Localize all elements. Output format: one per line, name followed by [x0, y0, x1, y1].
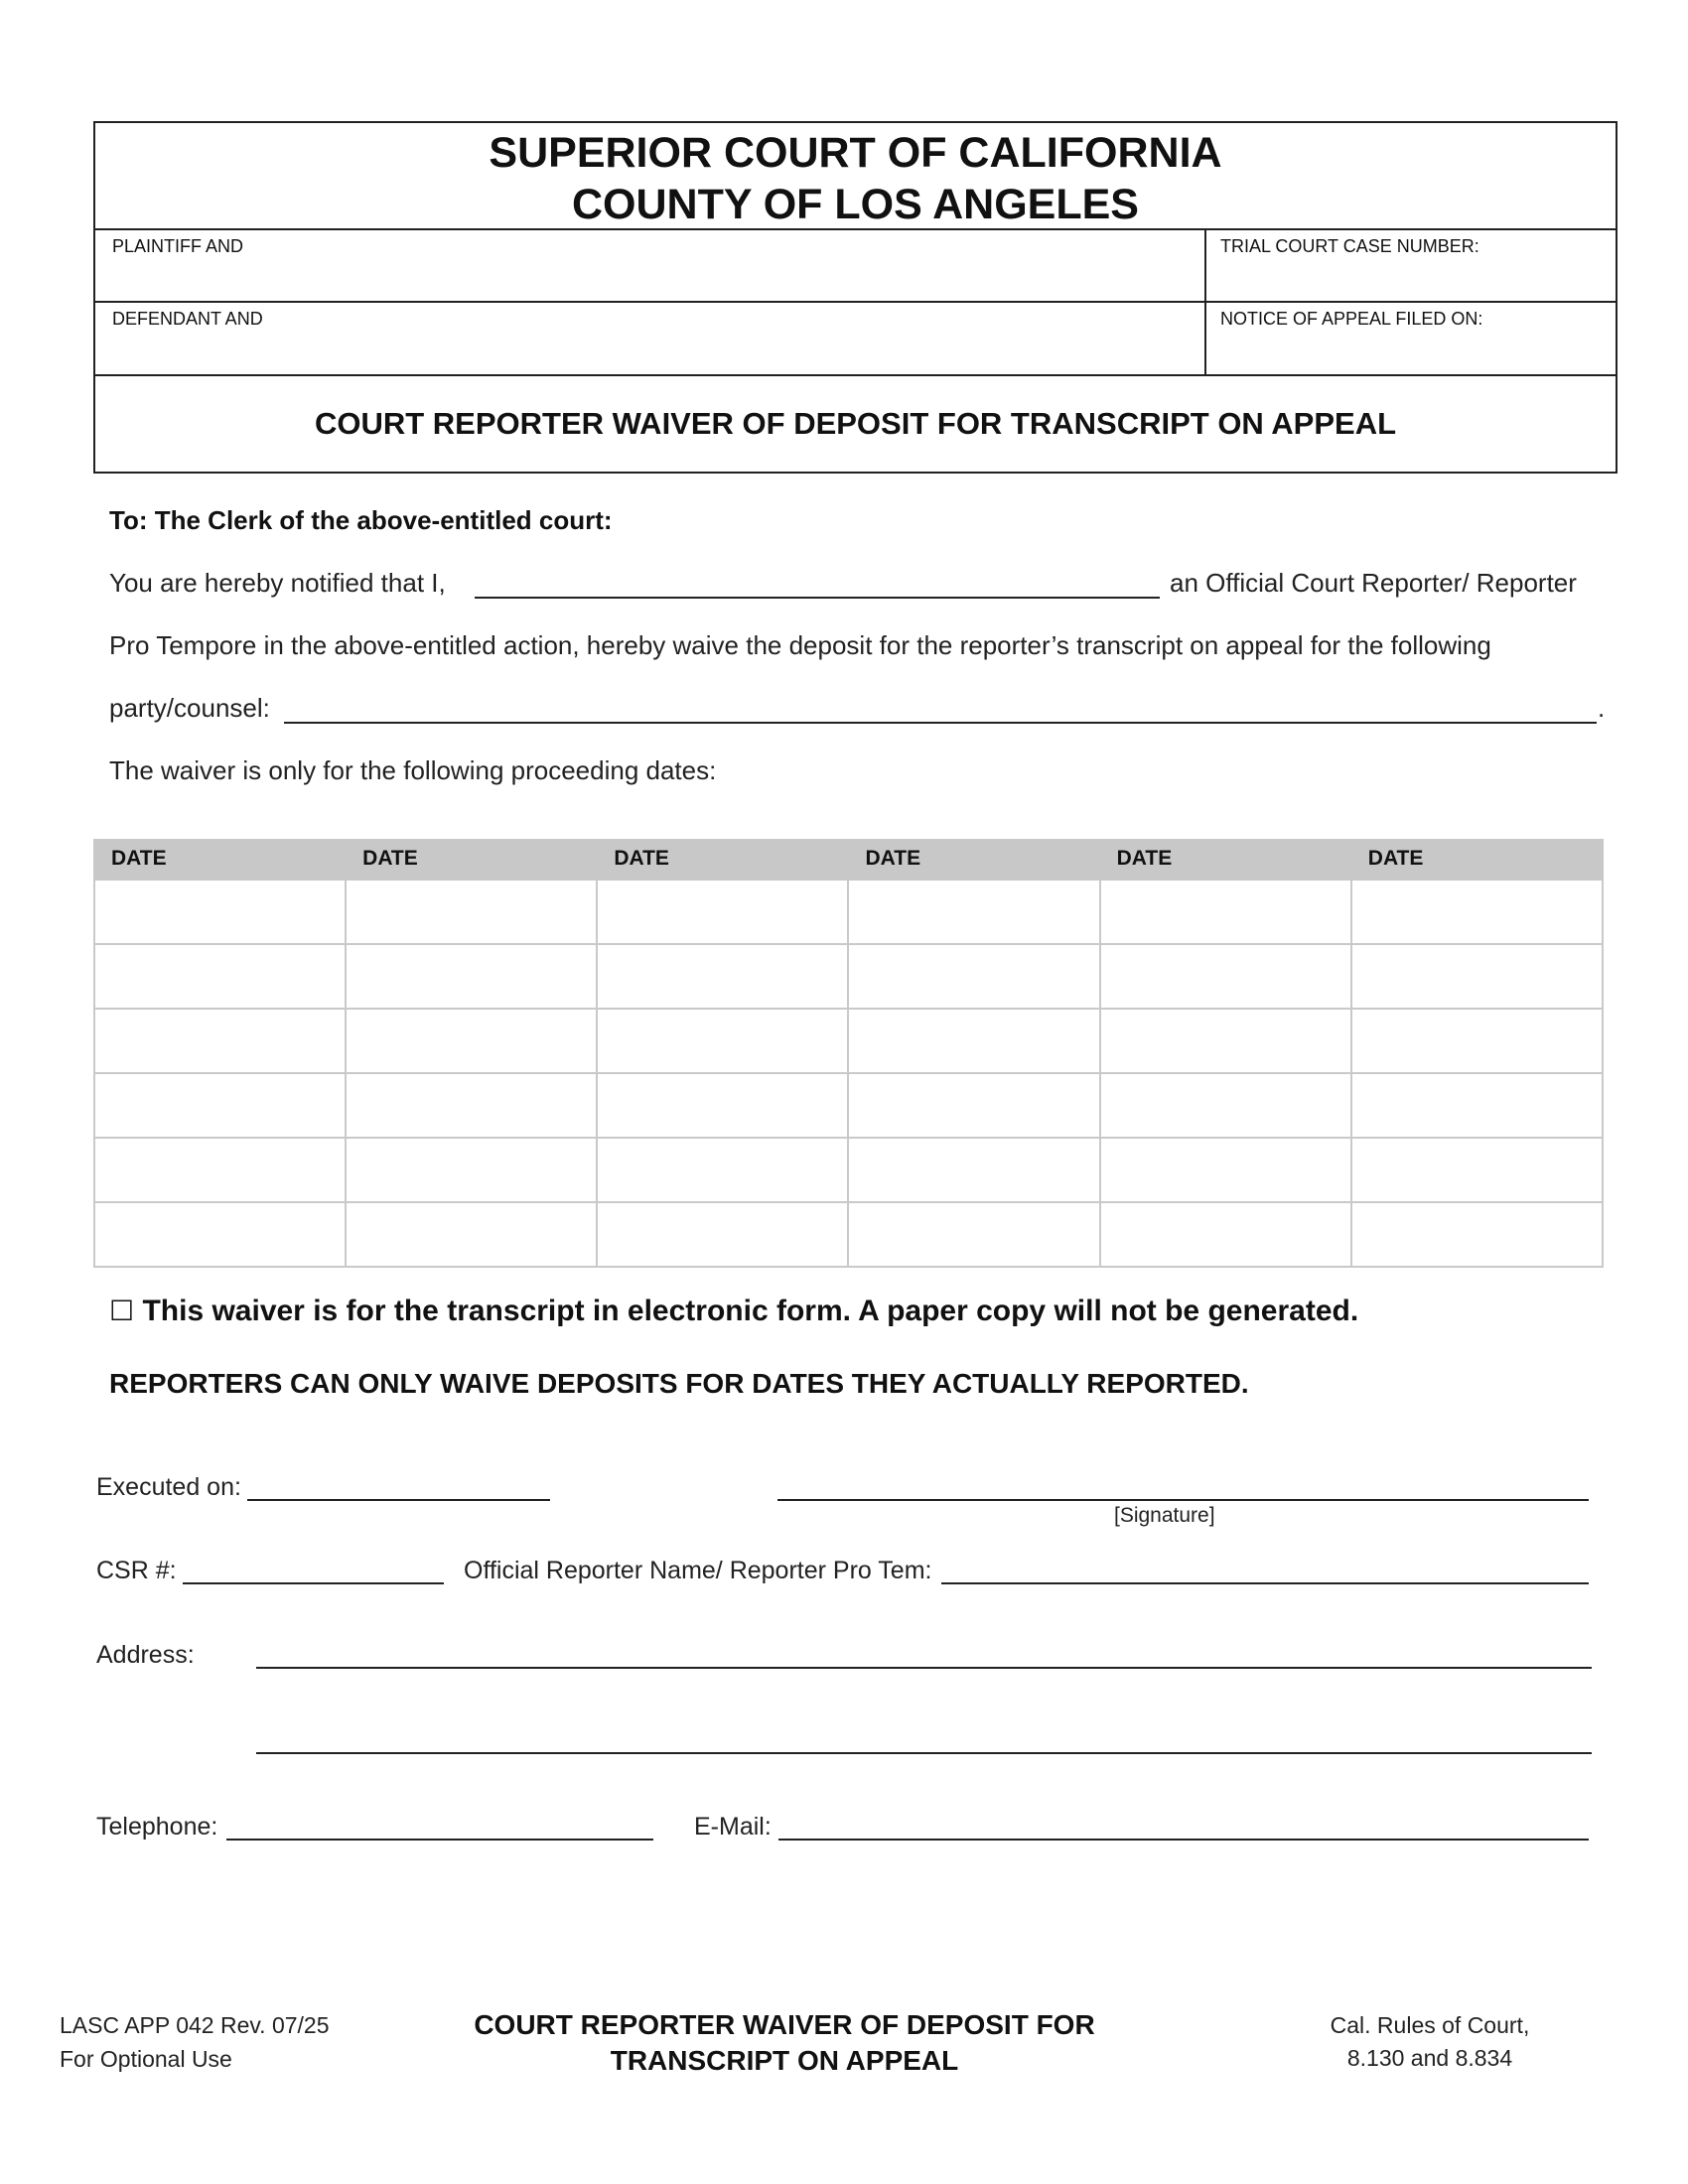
footer-rules-line1: Cal. Rules of Court, — [1330, 2012, 1530, 2038]
reporter-name-line[interactable] — [475, 597, 1160, 599]
table-header-row — [94, 839, 1603, 880]
caption-divider — [95, 374, 1616, 376]
plaintiff-label: PLAINTIFF AND — [112, 236, 244, 256]
date-cell[interactable] — [1351, 1138, 1603, 1202]
date-cell[interactable] — [94, 880, 346, 944]
date-cell[interactable] — [94, 944, 346, 1009]
csr-number-label: CSR #: — [96, 1557, 177, 1584]
court-name-line1: SUPERIOR COURT OF CALIFORNIA — [489, 129, 1222, 177]
table-row — [94, 880, 1603, 944]
table-row — [94, 1202, 1603, 1267]
date-cell[interactable] — [346, 1009, 597, 1073]
date-cell[interactable] — [597, 944, 848, 1009]
telephone-line[interactable] — [226, 1839, 653, 1841]
plaintiff-field[interactable] — [112, 262, 1195, 298]
address-label: Address: — [96, 1641, 195, 1669]
party-counsel-line[interactable] — [284, 722, 1597, 724]
date-cell[interactable] — [346, 880, 597, 944]
date-column-header: DATE — [1351, 839, 1603, 880]
trial-case-number-label: TRIAL COURT CASE NUMBER: — [1220, 236, 1479, 256]
date-cell[interactable] — [1100, 1073, 1351, 1138]
address-line-2[interactable] — [256, 1752, 1592, 1754]
caption-column-divider — [1204, 228, 1206, 374]
electronic-form-text: This waiver is for the transcript in electronic form. A paper copy will not be generated. — [142, 1295, 1359, 1327]
table-row — [94, 1138, 1603, 1202]
date-cell[interactable] — [848, 1009, 1099, 1073]
csr-number-line[interactable] — [183, 1582, 444, 1584]
notice-of-appeal-field[interactable] — [1220, 334, 1608, 371]
electronic-form-checkbox[interactable]: ☐ — [109, 1295, 135, 1327]
date-column-header: DATE — [94, 839, 346, 880]
notified-prefix: You are hereby notified that I, — [109, 568, 446, 598]
date-cell[interactable] — [1100, 1202, 1351, 1267]
date-cell[interactable] — [848, 1138, 1099, 1202]
date-cell[interactable] — [94, 1009, 346, 1073]
date-cell[interactable] — [1351, 1202, 1603, 1267]
date-cell[interactable] — [1351, 1009, 1603, 1073]
party-counsel-period: . — [1598, 693, 1606, 723]
footer-title — [417, 2007, 1152, 2079]
email-line[interactable] — [778, 1839, 1589, 1841]
date-cell[interactable] — [597, 1138, 848, 1202]
notice-of-appeal-label: NOTICE OF APPEAL FILED ON: — [1220, 309, 1483, 329]
date-column-header: DATE — [597, 839, 848, 880]
date-column-header: DATE — [848, 839, 1099, 880]
proceeding-dates-table — [93, 839, 1604, 1268]
date-cell[interactable] — [848, 880, 1099, 944]
caption-divider — [95, 301, 1616, 303]
table-row — [94, 1009, 1603, 1073]
date-cell[interactable] — [346, 944, 597, 1009]
footer-title-line1: COURT REPORTER WAIVER OF DEPOSIT FOR — [474, 2009, 1095, 2040]
signature-caption: [Signature] — [1114, 1504, 1215, 1527]
date-cell[interactable] — [848, 1202, 1099, 1267]
footer-title-line2: TRANSCRIPT ON APPEAL — [610, 2045, 959, 2076]
proceeding-dates-intro: The waiver is only for the following proceeding dates: — [109, 755, 717, 785]
reporter-pro-tem-line[interactable] — [941, 1582, 1589, 1584]
date-cell[interactable] — [848, 1073, 1099, 1138]
caption-box — [93, 121, 1618, 474]
date-cell[interactable] — [1100, 944, 1351, 1009]
table-row — [94, 944, 1603, 1009]
waiver-statement: Pro Tempore in the above-entitled action, hereby waive the deposit for the reporter’s transcript on appeal for the following — [109, 630, 1491, 660]
court-name-line2: COUNTY OF LOS ANGELES — [572, 181, 1139, 228]
date-cell[interactable] — [1100, 880, 1351, 944]
telephone-label: Telephone: — [96, 1813, 218, 1841]
footer-rules — [1291, 2012, 1569, 2072]
party-counsel-label: party/counsel: — [109, 693, 270, 723]
date-cell[interactable] — [848, 944, 1099, 1009]
date-cell[interactable] — [1351, 1073, 1603, 1138]
date-cell[interactable] — [346, 1073, 597, 1138]
defendant-field[interactable] — [112, 334, 1195, 371]
date-cell[interactable] — [346, 1138, 597, 1202]
date-cell[interactable] — [1351, 880, 1603, 944]
email-label: E-Mail: — [694, 1813, 772, 1841]
date-cell[interactable] — [1351, 944, 1603, 1009]
to-clerk-line: To: The Clerk of the above-entitled court: — [109, 505, 613, 535]
defendant-label: DEFENDANT AND — [112, 309, 263, 329]
trial-case-number-field[interactable] — [1220, 262, 1608, 298]
electronic-form-option — [109, 1295, 1358, 1328]
form-title: COURT REPORTER WAIVER OF DEPOSIT FOR TRANSCRIPT ON APPEAL — [314, 406, 1397, 441]
date-column-header: DATE — [1100, 839, 1351, 880]
date-cell[interactable] — [94, 1073, 346, 1138]
date-cell[interactable] — [597, 1073, 848, 1138]
table-row — [94, 1073, 1603, 1138]
date-cell[interactable] — [1100, 1138, 1351, 1202]
date-cell[interactable] — [1100, 1009, 1351, 1073]
date-cell[interactable] — [597, 1202, 848, 1267]
address-line-1[interactable] — [256, 1667, 1592, 1669]
date-cell[interactable] — [94, 1138, 346, 1202]
date-cell[interactable] — [346, 1202, 597, 1267]
date-column-header: DATE — [346, 839, 597, 880]
warning-text: REPORTERS CAN ONLY WAIVE DEPOSITS FOR DATES THEY ACTUALLY REPORTED. — [109, 1368, 1249, 1399]
footer-rules-line2: 8.130 and 8.834 — [1346, 2045, 1513, 2071]
signature-line[interactable] — [777, 1499, 1589, 1501]
executed-on-label: Executed on: — [96, 1473, 241, 1501]
notified-suffix: an Official Court Reporter/ Reporter — [1170, 568, 1577, 598]
date-cell[interactable] — [597, 1009, 848, 1073]
footer-optional-use: For Optional Use — [60, 2046, 232, 2072]
footer-form-id: LASC APP 042 Rev. 07/25 — [60, 2012, 330, 2038]
reporter-pro-tem-label: Official Reporter Name/ Reporter Pro Tem: — [464, 1557, 932, 1584]
caption-divider — [95, 228, 1616, 230]
date-cell[interactable] — [94, 1202, 346, 1267]
date-cell[interactable] — [597, 880, 848, 944]
executed-on-line[interactable] — [247, 1499, 550, 1501]
